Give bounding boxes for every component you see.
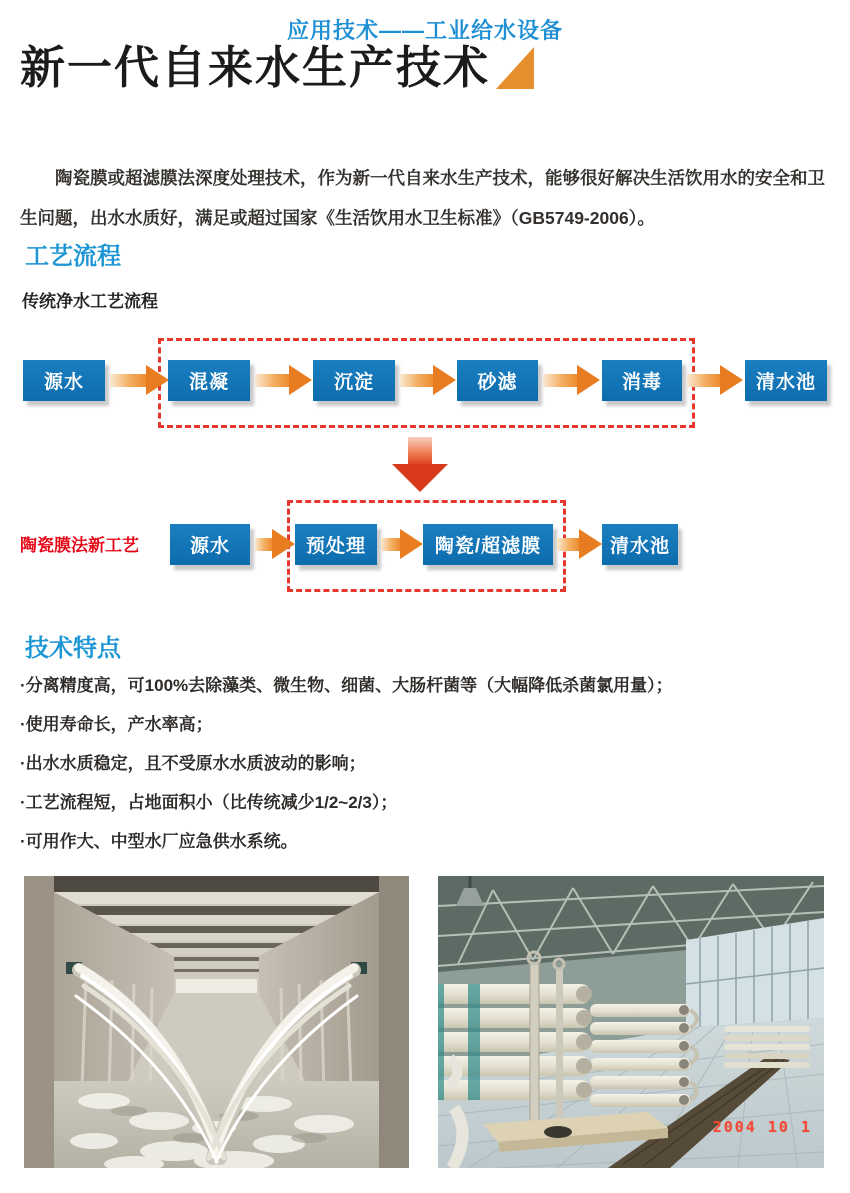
- feature-item: ·分离精度高，可100%去除藻类、微生物、细菌、大肠杆菌等（大幅降低杀菌氯用量）；: [20, 676, 673, 695]
- intro-paragraph: 陶瓷膜或超滤膜法深度处理技术，作为新一代自来水生产技术，能够很好解决生活饮用水的安全和卫生问题，出水水质好，满足或超过国家《生活饮用水卫生标准》（GB5749-2006）。: [20, 167, 825, 228]
- flow-arrow-icon: [400, 365, 456, 395]
- flow-step-clear-water-tank: 清水池: [745, 360, 827, 401]
- traditional-flow-label: 传统净水工艺流程: [22, 292, 158, 311]
- feature-item: ·可用作大、中型水厂应急供水系统。: [20, 832, 298, 851]
- category-header: 应用技术——工业给水设备: [286, 18, 563, 43]
- flow-arrow-icon: [543, 365, 600, 395]
- flow-arrow-icon: [557, 529, 602, 559]
- flow-arrow-icon: [255, 365, 312, 395]
- feature-item: ·工艺流程短，占地面积小（比传统减少1/2~2/3）；: [20, 793, 398, 812]
- flow-step-ceramic-uf-membrane: 陶瓷/超滤膜: [423, 524, 553, 565]
- flow-step-sedimentation: 沉淀: [313, 360, 395, 401]
- down-arrow-icon: [392, 437, 448, 492]
- page-title: 新一代自来水生产技术: [20, 42, 491, 93]
- flow-step-source-water: 源水: [23, 360, 105, 401]
- new-process-label: 陶瓷膜法新工艺: [20, 536, 139, 555]
- flow-arrow-icon: [255, 529, 295, 559]
- flow-arrow-icon: [110, 365, 169, 395]
- feature-item: ·使用寿命长，产水率高；: [20, 715, 213, 734]
- flow-step-source-water: 源水: [170, 524, 250, 565]
- flow-arrow-icon: [381, 529, 423, 559]
- flow-step-clear-water-tank: 清水池: [602, 524, 678, 565]
- section-heading-process: 工艺流程: [25, 243, 121, 270]
- water-channel-illustration: [24, 876, 409, 1168]
- triangle-accent-icon: [496, 47, 534, 89]
- title-row: [20, 44, 534, 91]
- flow-step-pretreatment: 预处理: [295, 524, 377, 565]
- features-list: [20, 666, 832, 861]
- feature-item: ·出水水质稳定，且不受原水水质波动的影响；: [20, 754, 366, 773]
- flow-step-coagulation: 混凝: [168, 360, 250, 401]
- membrane-plant-photo: [438, 876, 824, 1168]
- water-channel-photo: [24, 876, 409, 1168]
- photo-date-stamp: 2004 10 1: [712, 1118, 812, 1136]
- flow-step-sand-filtration: 砂滤: [457, 360, 538, 401]
- section-heading-features: 技术特点: [25, 635, 121, 662]
- flow-step-disinfection: 消毒: [602, 360, 682, 401]
- flow-arrow-icon: [687, 365, 743, 395]
